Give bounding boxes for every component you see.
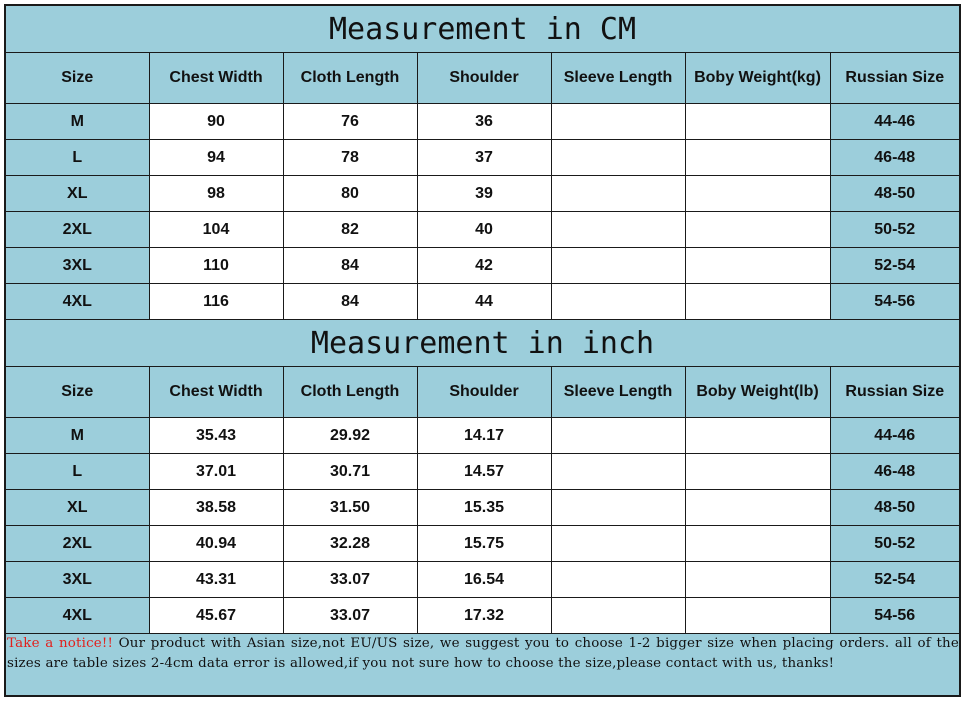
sleeve-length-cell [551,212,685,248]
chest-width-cell: 110 [149,248,283,284]
sleeve-length-cell [551,248,685,284]
shoulder-cell: 40 [417,212,551,248]
sleeve-length-cell [551,562,685,598]
shoulder-cell: 37 [417,140,551,176]
cm-section-title: Measurement in CM [6,6,959,53]
shoulder-cell: 39 [417,176,551,212]
size-cell: M [6,104,149,140]
cloth-length-cell: 78 [283,140,417,176]
sleeve-length-cell [551,490,685,526]
header-russian-size: Russian Size [830,53,959,104]
sleeve-length-cell [551,526,685,562]
chest-width-cell: 104 [149,212,283,248]
header-sleeve-length: Sleeve Length [551,53,685,104]
russian-size-cell: 54-56 [830,284,959,320]
shoulder-cell: 36 [417,104,551,140]
table-row [6,526,959,562]
header-cloth-length: Cloth Length [283,367,417,418]
size-chart [4,4,961,697]
cloth-length-cell: 80 [283,176,417,212]
header-cloth-length: Cloth Length [283,53,417,104]
chest-width-cell: 38.58 [149,490,283,526]
size-notice [6,634,959,673]
header-chest-width: Chest Width [149,53,283,104]
cloth-length-cell: 82 [283,212,417,248]
sleeve-length-cell [551,140,685,176]
chest-width-cell: 90 [149,104,283,140]
cloth-length-cell: 31.50 [283,490,417,526]
body-weight-cell [685,598,830,634]
table-row [6,212,959,248]
cloth-length-cell: 29.92 [283,418,417,454]
table-row [6,104,959,140]
cloth-length-cell: 33.07 [283,562,417,598]
cloth-length-cell: 30.71 [283,454,417,490]
shoulder-cell: 14.57 [417,454,551,490]
shoulder-cell: 14.17 [417,418,551,454]
body-weight-cell [685,176,830,212]
size-cell: 4XL [6,284,149,320]
cloth-length-cell: 33.07 [283,598,417,634]
body-weight-cell [685,562,830,598]
cloth-length-cell: 84 [283,248,417,284]
table-row [6,284,959,320]
russian-size-cell: 50-52 [830,212,959,248]
russian-size-cell: 50-52 [830,526,959,562]
table-row [6,490,959,526]
table-row [6,176,959,212]
header-body-weight: Boby Weight(kg) [685,53,830,104]
table-row [6,562,959,598]
chest-width-cell: 35.43 [149,418,283,454]
chest-width-cell: 45.67 [149,598,283,634]
chest-width-cell: 116 [149,284,283,320]
size-cell: 3XL [6,562,149,598]
header-chest-width: Chest Width [149,367,283,418]
russian-size-cell: 44-46 [830,104,959,140]
russian-size-cell: 44-46 [830,418,959,454]
russian-size-cell: 46-48 [830,140,959,176]
table-row [6,454,959,490]
cm-size-table [6,53,959,320]
russian-size-cell: 48-50 [830,490,959,526]
table-row [6,418,959,454]
header-shoulder: Shoulder [417,53,551,104]
russian-size-cell: 48-50 [830,176,959,212]
size-cell: L [6,140,149,176]
russian-size-cell: 52-54 [830,248,959,284]
chest-width-cell: 40.94 [149,526,283,562]
size-cell: M [6,418,149,454]
chest-width-cell: 37.01 [149,454,283,490]
body-weight-cell [685,248,830,284]
sleeve-length-cell [551,176,685,212]
sleeve-length-cell [551,104,685,140]
cm-header-row [6,53,959,104]
size-cell: L [6,454,149,490]
chest-width-cell: 98 [149,176,283,212]
sleeve-length-cell [551,598,685,634]
shoulder-cell: 15.35 [417,490,551,526]
size-cell: XL [6,490,149,526]
size-cell: 2XL [6,212,149,248]
body-weight-cell [685,284,830,320]
body-weight-cell [685,490,830,526]
table-row [6,248,959,284]
body-weight-cell [685,418,830,454]
body-weight-cell [685,454,830,490]
body-weight-cell [685,212,830,248]
body-weight-cell [685,104,830,140]
header-size: Size [6,53,149,104]
size-cell: 2XL [6,526,149,562]
size-cell: 3XL [6,248,149,284]
inch-section-title: Measurement in inch [6,320,959,367]
cloth-length-cell: 84 [283,284,417,320]
shoulder-cell: 44 [417,284,551,320]
cloth-length-cell: 76 [283,104,417,140]
cloth-length-cell: 32.28 [283,526,417,562]
sleeve-length-cell [551,454,685,490]
table-row [6,140,959,176]
header-shoulder: Shoulder [417,367,551,418]
shoulder-cell: 16.54 [417,562,551,598]
size-cell: XL [6,176,149,212]
table-row [6,598,959,634]
notice-text: Our product with Asian size,not EU/US size, we suggest you to choose 1-2 bigger size when placing orders. all of the sizes are table sizes 2-4cm data error is allowed,if you not sure how to choose the size,please contact with us, thanks! [7,636,959,671]
body-weight-cell [685,526,830,562]
sleeve-length-cell [551,284,685,320]
chest-width-cell: 94 [149,140,283,176]
header-size: Size [6,367,149,418]
shoulder-cell: 42 [417,248,551,284]
header-russian-size: Russian Size [830,367,959,418]
inch-size-table [6,367,959,634]
russian-size-cell: 46-48 [830,454,959,490]
header-body-weight: Boby Weight(lb) [685,367,830,418]
shoulder-cell: 17.32 [417,598,551,634]
chest-width-cell: 43.31 [149,562,283,598]
russian-size-cell: 54-56 [830,598,959,634]
notice-highlight: Take a notice!! [7,636,114,651]
header-sleeve-length: Sleeve Length [551,367,685,418]
size-cell: 4XL [6,598,149,634]
russian-size-cell: 52-54 [830,562,959,598]
body-weight-cell [685,140,830,176]
inch-header-row [6,367,959,418]
shoulder-cell: 15.75 [417,526,551,562]
sleeve-length-cell [551,418,685,454]
